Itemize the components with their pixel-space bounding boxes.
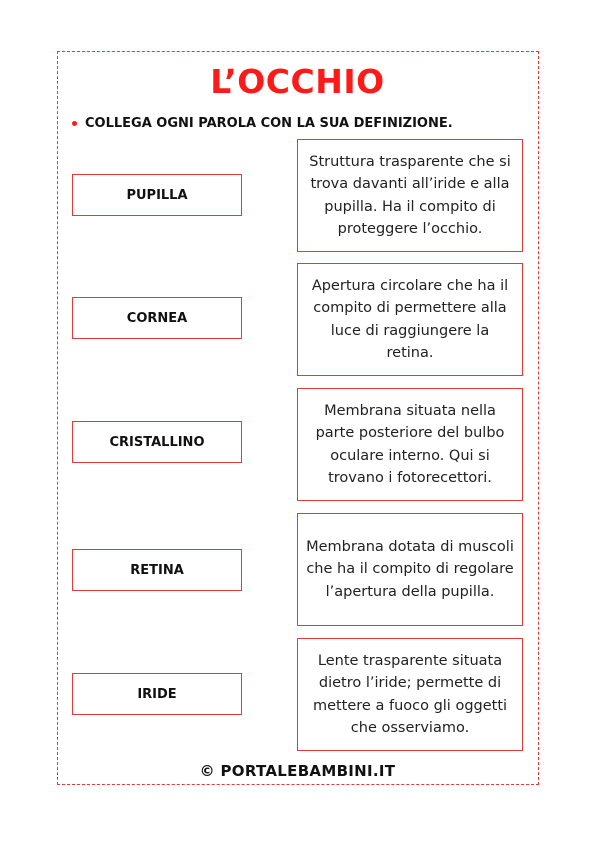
word-box-pupilla[interactable]: PUPILLA	[72, 174, 242, 216]
definition-box-3[interactable]	[297, 388, 523, 501]
definition-text: Membrana situata nella parte posteriore del bulbo oculare interno. Qui si trovano i fotorecettori.	[315, 402, 505, 486]
page-title: L’OCCHIO	[210, 62, 385, 101]
instruction	[72, 116, 453, 131]
definition-text: Apertura circolare che ha il compito di permettere alla luce di raggiungere la retina.	[311, 277, 509, 361]
word-box-retina[interactable]: RETINA	[72, 549, 242, 591]
word-box-cristallino[interactable]: CRISTALLINO	[72, 421, 242, 463]
definition-box-4[interactable]	[297, 513, 523, 626]
instruction-text: COLLEGA OGNI PAROLA CON LA SUA DEFINIZIONE.	[85, 116, 453, 131]
word-box-iride[interactable]: IRIDE	[72, 673, 242, 715]
definition-box-5[interactable]	[297, 638, 523, 751]
footer-credit: © PORTALEBAMBINI.IT	[199, 762, 396, 780]
word-box-cornea[interactable]: CORNEA	[72, 297, 242, 339]
definition-box-1[interactable]	[297, 139, 523, 252]
bullet-icon	[72, 121, 77, 126]
definition-box-2[interactable]	[297, 263, 523, 376]
definition-text: Lente trasparente situata dietro l’iride; permette di mettere a fuoco gli oggetti che osserviamo.	[312, 652, 508, 736]
definition-text: Membrana dotata di muscoli che ha il compito di regolare l’apertura della pupilla.	[306, 538, 514, 600]
definition-text: Struttura trasparente che si trova davanti all’iride e alla pupilla. Ha il compito di proteggere l’occhio.	[309, 153, 511, 237]
